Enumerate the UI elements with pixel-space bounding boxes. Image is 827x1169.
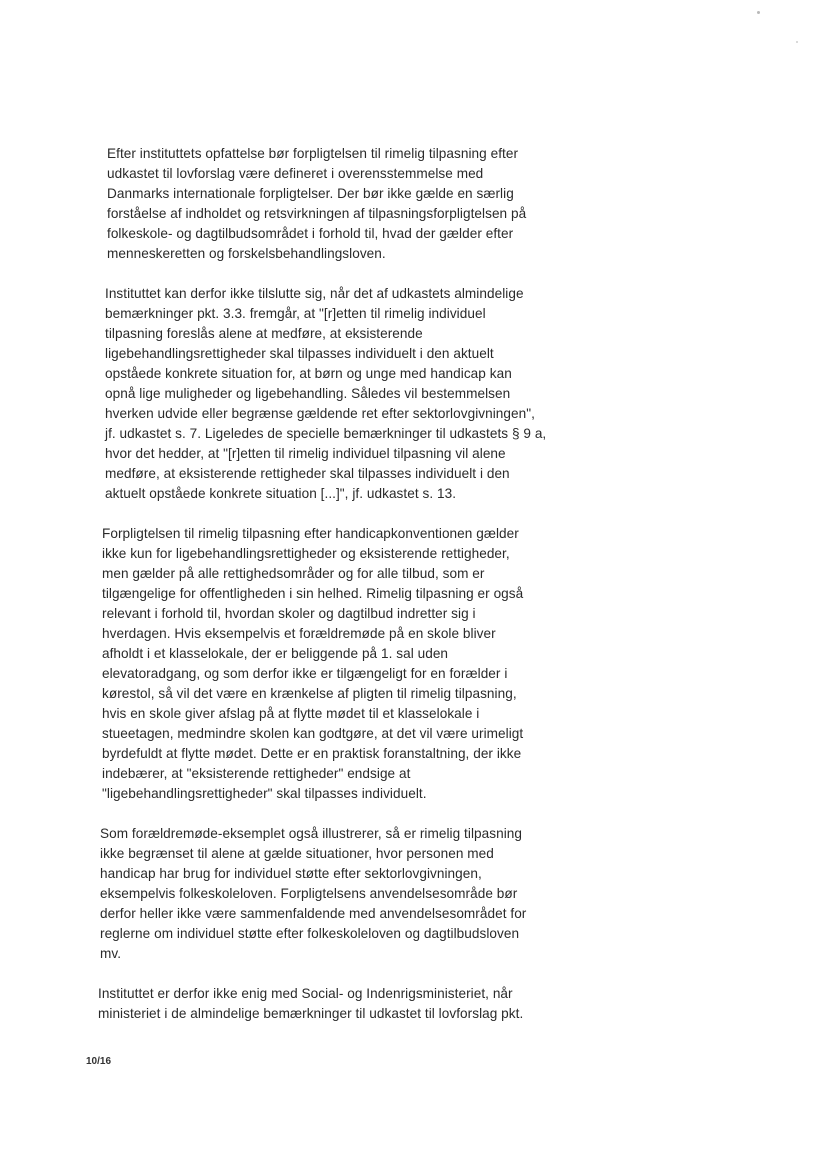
paragraph-2: [105, 284, 580, 504]
text-line: Instituttet er derfor ikke enig med Social- og Indenrigsministeriet, når: [98, 986, 513, 1001]
text-line: handicap har brug for individuel støtte efter sektorlovgivningen,: [100, 866, 482, 881]
text-line: jf. udkastet s. 7. Ligeledes de specielle bemærkninger til udkastets § 9 a,: [105, 426, 547, 441]
text-line: men gælder på alle rettighedsområder og for alle tilbud, som er: [102, 566, 485, 581]
text-line: indebærer, at "eksisterende rettigheder" endsige at: [102, 766, 411, 781]
paragraph-3: [102, 524, 572, 804]
text-line: opnå lige muligheder og ligebehandling. Således vil bestemmelsen: [105, 386, 511, 401]
text-line: tilpasning foreslås alene at medføre, at eksisterende: [105, 326, 423, 341]
text-line: relevant i forhold til, hvordan skoler og dagtilbud indretter sig i: [102, 606, 476, 621]
text-line: reglerne om individuel støtte efter folkeskoleloven og dagtilbudsloven: [100, 926, 520, 941]
text-line: aktuelt opståede konkrete situation [...]", jf. udkastet s. 13.: [105, 486, 457, 501]
text-line: ikke kun for ligebehandlingsrettigheder og eksisterende rettigheder,: [102, 546, 510, 561]
text-line: bemærkninger pkt. 3.3. fremgår, at "[r]etten til rimelig individuel: [105, 306, 486, 321]
text-line: folkeskole- og dagtilbudsområdet i forhold til, hvad der gælder efter: [107, 226, 514, 241]
text-line: "ligebehandlingsrettigheder" skal tilpasses individuelt.: [102, 786, 427, 801]
text-line: tilgængelige for offentligheden i sin helhed. Rimelig tilpasning er også: [102, 586, 524, 601]
text-line: Efter instituttets opfattelse bør forpligtelsen til rimelig tilpasning efter: [107, 146, 519, 161]
paragraph-5: [98, 984, 568, 1024]
text-line: mv.: [100, 946, 122, 961]
scan-speck: [757, 11, 760, 14]
paragraph-4: [100, 824, 570, 964]
text-line: hvor det hedder, at "[r]etten til rimelig individuel tilpasning vil alene: [105, 446, 506, 461]
text-line: elevatoradgang, og som derfor ikke er tilgængeligt for en forælder i: [102, 666, 508, 681]
text-line: Forpligtelsen til rimelig tilpasning efter handicapkonventionen gælder: [102, 526, 519, 541]
text-line: ligebehandlingsrettigheder skal tilpasses individuelt i den aktuelt: [105, 346, 494, 361]
text-line: medføre, at eksisterende rettigheder skal tilpasses individuelt i den: [105, 466, 510, 481]
page-number: 10/16: [86, 1056, 112, 1067]
text-line: derfor heller ikke være sammenfaldende med anvendelsesområdet for: [100, 906, 527, 921]
text-line: Som forældremøde-eksemplet også illustrerer, så er rimelig tilpasning: [100, 826, 522, 841]
text-line: forståelse af indholdet og retsvirkningen af tilpasningsforpligtelsen på: [107, 206, 527, 221]
paragraph-1: [107, 144, 577, 264]
text-line: hverken udvide eller begrænse gældende ret efter sektorlovgivningen",: [105, 406, 535, 421]
text-line: afholdt i et klasselokale, der er beliggende på 1. sal uden: [102, 646, 449, 661]
text-line: byrdefuldt at flytte mødet. Dette er en praktisk foranstaltning, der ikke: [102, 746, 522, 761]
text-line: stueetagen, medmindre skolen kan godtgøre, at det vil være urimeligt: [102, 726, 524, 741]
text-line: ikke begrænset til alene at gælde situationer, hvor personen med: [100, 846, 494, 861]
text-line: hverdagen. Hvis eksempelvis et forældremøde på en skole bliver: [102, 626, 496, 641]
text-line: eksempelvis folkeskoleloven. Forpligtelsens anvendelsesområde bør: [100, 886, 518, 901]
text-line: kørestol, så vil det være en krænkelse af pligten til rimelig tilpasning,: [102, 686, 517, 701]
text-line: menneskeretten og forskelsbehandlingsloven.: [107, 246, 386, 261]
text-line: Danmarks internationale forpligtelser. Der bør ikke gælde en særlig: [107, 186, 514, 201]
text-line: opståede konkrete situation for, at børn og unge med handicap kan: [105, 366, 512, 381]
text-line: ministeriet i de almindelige bemærkninger til udkastet til lovforslag pkt.: [98, 1006, 524, 1021]
text-line: Instituttet kan derfor ikke tilslutte sig, når det af udkastets almindelige: [105, 286, 524, 301]
scan-speck: [796, 41, 798, 43]
text-line: udkastet til lovforslag være defineret i overensstemmelse med: [107, 166, 484, 181]
text-line: hvis en skole giver afslag på at flytte mødet til et klasselokale i: [102, 706, 480, 721]
